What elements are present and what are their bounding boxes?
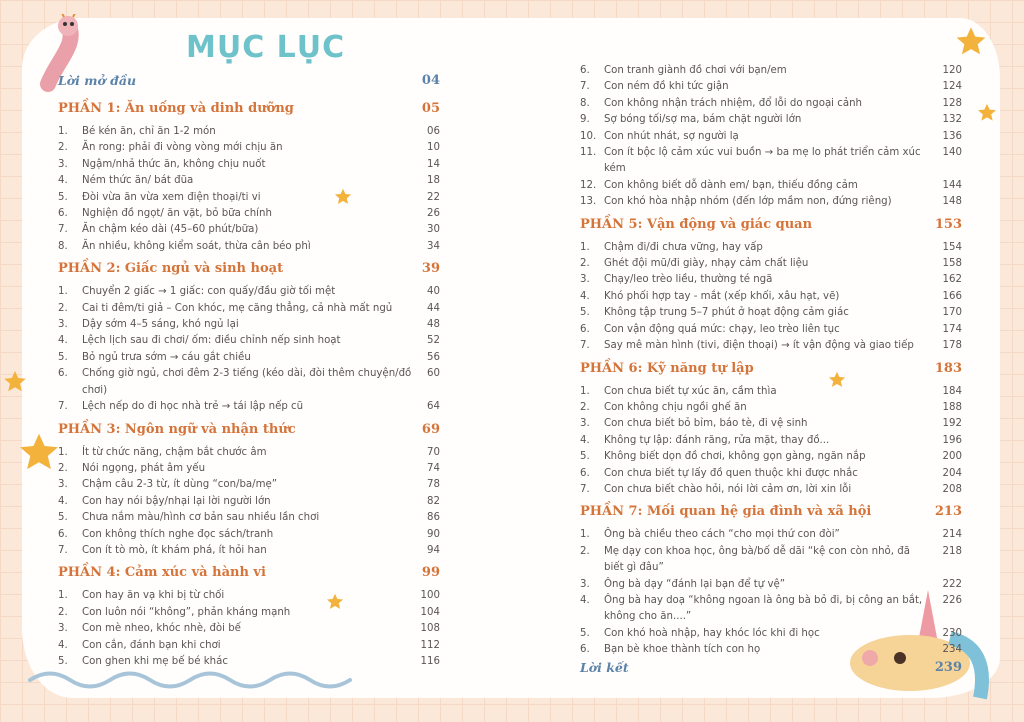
entry-title: PHẦN 5: Vận động và giác quan — [580, 216, 813, 232]
toc-entry[interactable] — [58, 301, 440, 317]
entry-number: 5. — [58, 351, 68, 363]
entry-title: Lệch lịch sau đi chơi/ ốm: điều chỉnh nếp sinh hoạt — [82, 335, 341, 347]
entry-number: 3. — [58, 479, 68, 491]
entry-title: Con khó hoà nhập, hay khóc lóc khi đi học — [604, 627, 820, 639]
star-icon — [3, 370, 27, 394]
entry-number: 6. — [580, 644, 590, 656]
entry-page-number: 48 — [427, 319, 440, 331]
toc-entry[interactable] — [580, 527, 962, 543]
toc-entry[interactable] — [58, 157, 440, 173]
entry-page-number: 154 — [942, 241, 962, 253]
toc-section-heading[interactable] — [58, 100, 440, 118]
entry-page-number: 144 — [942, 179, 962, 191]
entry-number: 3. — [58, 158, 68, 170]
entry-page-number: 34 — [427, 240, 440, 252]
entry-title: Con chưa biết tự lấy đồ quen thuộc khi được nhắc — [604, 467, 858, 479]
entry-title: Nói ngọng, phát âm yếu — [82, 462, 206, 474]
star-icon — [955, 26, 987, 58]
toc-entry[interactable] — [580, 96, 962, 112]
toc-entry[interactable] — [580, 626, 962, 642]
entry-page-number: 56 — [427, 351, 440, 363]
entry-number: 3. — [580, 578, 590, 590]
entry-title: Con nhút nhát, sợ người lạ — [604, 130, 739, 142]
entry-number: 1. — [580, 529, 590, 541]
entry-title: Con không chịu ngồi ghế ăn — [604, 401, 747, 413]
entry-page-number: 104 — [420, 606, 440, 618]
entry-title: Đòi vừa ăn vừa xem điện thoại/ti vi — [82, 191, 261, 203]
entry-page-number: 30 — [427, 224, 440, 236]
entry-page-number: 226 — [942, 594, 962, 606]
entry-number: 6. — [58, 528, 68, 540]
entry-page-number: 108 — [420, 623, 440, 635]
star-icon — [18, 432, 60, 474]
entry-number: 4. — [58, 639, 68, 651]
toc-entry[interactable] — [580, 112, 962, 128]
entry-title: PHẦN 2: Giấc ngủ và sinh hoạt — [58, 261, 284, 277]
entry-title: Không tự lập: đánh răng, rửa mặt, thay đồ... — [604, 434, 830, 446]
entry-number: 5. — [580, 307, 590, 319]
entry-number: 6. — [580, 65, 590, 76]
entry-page-number: 112 — [420, 639, 440, 651]
toc-entry[interactable] — [580, 384, 962, 400]
entry-number: 2. — [580, 401, 590, 413]
entry-number: 2. — [58, 462, 68, 474]
toc-entry[interactable] — [580, 240, 962, 256]
toc-entry[interactable] — [580, 322, 962, 338]
toc-entry[interactable] — [580, 544, 962, 577]
entry-number: 2. — [580, 545, 590, 557]
entry-title: Nghiện đồ ngọt/ ăn vặt, bỏ bữa chính — [82, 208, 272, 220]
entry-title: PHẦN 1: Ăn uống và dinh dưỡng — [58, 101, 294, 116]
toc-entry[interactable] — [58, 206, 440, 222]
entry-page-number: 218 — [942, 545, 962, 557]
entry-title: Ném thức ăn/ bát đũa — [82, 175, 194, 187]
star-icon — [977, 103, 997, 123]
toc-section-heading[interactable] — [58, 260, 440, 278]
toc-entry[interactable] — [58, 654, 440, 670]
entry-page-number: 82 — [427, 495, 440, 507]
entry-page-number: 234 — [942, 644, 962, 656]
toc-intro-entry[interactable] — [58, 72, 440, 95]
entry-number: 7. — [580, 340, 590, 352]
entry-title: Con cắn, đánh bạn khi chơi — [82, 639, 221, 651]
entry-page-number: 74 — [427, 462, 440, 474]
toc-entry[interactable] — [58, 239, 440, 255]
entry-title: Con hay nói bậy/nhại lại lời người lớn — [82, 495, 271, 507]
entry-number: 1. — [58, 446, 68, 458]
entry-title: Con ném đồ khi tức giận — [604, 81, 729, 93]
entry-page-number: 100 — [420, 590, 440, 602]
toc-entry[interactable] — [580, 289, 962, 305]
entry-page-number: 192 — [942, 418, 962, 430]
toc-entry[interactable] — [580, 416, 962, 432]
entry-page-number: 64 — [427, 401, 440, 413]
entry-page-number: 124 — [942, 81, 962, 93]
toc-entry[interactable] — [58, 333, 440, 349]
toc-entry[interactable] — [58, 445, 440, 461]
entry-title: Con chưa biết chào hỏi, nói lời cảm ơn, lời xin lỗi — [604, 483, 852, 495]
entry-number: 7. — [580, 483, 590, 495]
entry-title: Lệch nếp do đi học nhà trẻ → tái lập nếp cũ — [82, 401, 304, 413]
entry-number: 11. — [580, 147, 597, 159]
entry-page-number: 184 — [942, 385, 962, 397]
entry-title: Con ít bộc lộ cảm xúc vui buồn → ba mẹ lo phát triển cảm xúc kém — [604, 147, 921, 175]
entry-title: Dậy sớm 4–5 sáng, khó ngủ lại — [82, 319, 239, 331]
entry-page-number: 120 — [942, 65, 962, 76]
entry-page-number: 86 — [427, 512, 440, 524]
entry-title: Sợ bóng tối/sợ ma, bám chặt người lớn — [604, 114, 802, 126]
entry-title: Con không biết dỗ dành em/ bạn, thiếu đồng cảm — [604, 179, 858, 191]
toc-entry[interactable] — [58, 399, 440, 415]
entry-page-number: 60 — [427, 368, 440, 380]
entry-number: 10. — [580, 130, 597, 142]
toc-entry[interactable] — [58, 477, 440, 493]
toc-entry[interactable] — [58, 317, 440, 333]
toc-entry[interactable] — [58, 350, 440, 366]
entry-page-number: 18 — [427, 175, 440, 187]
entry-number: 4. — [58, 335, 68, 347]
entry-title: Chuyển 2 giấc → 1 giấc: con quấy/đầu giờ tối mệt — [82, 286, 336, 298]
entry-number: 1. — [58, 590, 68, 602]
entry-title: Con không thích nghe đọc sách/tranh — [82, 528, 274, 540]
toc-entry[interactable] — [58, 588, 440, 604]
entry-title: Ăn chậm kéo dài (45–60 phút/bữa) — [82, 224, 259, 236]
toc-section-heading[interactable] — [58, 421, 440, 439]
toc-entry[interactable] — [580, 272, 962, 288]
entry-title: Ăn rong: phải đi vòng vòng mới chịu ăn — [82, 142, 283, 154]
toc-entry[interactable] — [58, 140, 440, 156]
entry-number: 7. — [58, 544, 68, 556]
entry-title: Ăn nhiều, không kiểm soát, thừa cân béo phì — [82, 240, 311, 252]
toc-entry[interactable] — [58, 527, 440, 543]
toc-section-heading[interactable] — [580, 503, 962, 521]
toc-entry[interactable] — [580, 593, 962, 626]
entry-page-number: 170 — [942, 307, 962, 319]
entry-title: Chậm đi/đi chưa vững, hay vấp — [604, 241, 763, 253]
entry-page-number: 183 — [934, 360, 962, 376]
entry-title: PHẦN 4: Cảm xúc và hành vi — [58, 565, 266, 581]
entry-number: 1. — [580, 385, 590, 397]
entry-page-number: 40 — [427, 286, 440, 298]
entry-number: 1. — [58, 126, 68, 137]
toc-entry[interactable] — [58, 222, 440, 238]
entry-number: 5. — [580, 627, 590, 639]
entry-title: Con không nhận trách nhiệm, đổ lỗi do ngoại cảnh — [604, 97, 863, 109]
toc-entry[interactable] — [58, 543, 440, 559]
entry-page-number: 78 — [427, 479, 440, 491]
entry-title: Con tranh giành đồ chơi với bạn/em — [604, 65, 787, 76]
entry-page-number: 158 — [942, 258, 962, 270]
entry-title: Chậm câu 2-3 từ, ít dùng “con/ba/mẹ” — [82, 479, 278, 491]
entry-number: 3. — [580, 274, 590, 286]
entry-page-number: 14 — [427, 158, 440, 170]
entry-number: 6. — [580, 467, 590, 479]
entry-page-number: 44 — [427, 302, 440, 314]
entry-number: 3. — [58, 623, 68, 635]
page-title: MỤC LỤC — [186, 30, 346, 65]
entry-number: 7. — [58, 401, 68, 413]
entry-number: 6. — [58, 368, 68, 380]
toc-right-column — [580, 63, 962, 682]
entry-title: Chống giờ ngủ, chơi đêm 2-3 tiếng (kéo dài, đòi thêm chuyện/đồ chơi) — [82, 368, 412, 396]
toc-entry[interactable] — [580, 338, 962, 354]
entry-number: 2. — [58, 142, 68, 154]
entry-page-number: 04 — [421, 73, 440, 88]
entry-title: Con khó hòa nhập nhóm (đến lớp mầm non, đứng riêng) — [604, 196, 892, 208]
toc-entry[interactable] — [58, 461, 440, 477]
toc-entry[interactable] — [58, 494, 440, 510]
toc-entry[interactable] — [580, 129, 962, 145]
entry-number: 1. — [58, 286, 68, 298]
entry-title: PHẦN 3: Ngôn ngữ và nhận thức — [58, 421, 296, 437]
toc-entry[interactable] — [580, 145, 962, 178]
entry-title: Ít từ chức năng, chậm bắt chước âm — [82, 446, 267, 458]
entry-page-number: 166 — [942, 290, 962, 302]
entry-title: Ông bà hay doạ “không ngoan là ông bà bỏ đi, bị công an bắt, không cho ăn....” — [604, 594, 923, 623]
entry-page-number: 06 — [427, 126, 440, 137]
entry-page-number: 26 — [427, 208, 440, 220]
entry-title: Ông bà chiều theo cách “cho mọi thứ con đòi” — [604, 529, 840, 541]
entry-title: Không biết dọn đồ chơi, không gọn gàng, ngăn nắp — [604, 451, 866, 463]
toc-entry[interactable] — [580, 400, 962, 416]
toc-entry[interactable] — [580, 305, 962, 321]
toc-entry[interactable] — [580, 194, 962, 210]
entry-title: PHẦN 6: Kỹ năng tự lập — [580, 360, 754, 376]
toc-entry[interactable] — [58, 605, 440, 621]
toc-entry[interactable] — [58, 510, 440, 526]
entry-title: Con luôn nói “không”, phản kháng mạnh — [82, 606, 291, 618]
entry-page-number: 239 — [934, 659, 962, 675]
entry-page-number: 174 — [942, 323, 962, 335]
entry-number: 9. — [580, 114, 590, 126]
entry-title: Ông bà dạy “đánh lại bạn để tự vệ” — [604, 578, 786, 590]
entry-title: Con vận động quá mức: chạy, leo trèo liên tục — [604, 323, 840, 335]
toc-section-heading[interactable] — [58, 564, 440, 582]
toc-entry[interactable] — [58, 124, 440, 140]
entry-number: 8. — [58, 240, 68, 252]
toc-entry[interactable] — [580, 433, 962, 449]
toc-left-column — [58, 72, 440, 670]
entry-page-number: 116 — [420, 655, 440, 667]
toc-entry[interactable] — [580, 256, 962, 272]
entry-title: Mẹ dạy con khoa học, ông bà/bố dễ dãi “kệ con còn nhỏ, đã biết gì đâu” — [604, 545, 910, 574]
toc-entry[interactable] — [580, 466, 962, 482]
entry-number: 7. — [58, 224, 68, 236]
entry-page-number: 213 — [934, 504, 962, 520]
entry-title: Con ít tò mò, ít khám phá, ít hỏi han — [82, 544, 267, 556]
entry-number: 4. — [58, 175, 68, 187]
toc-entry[interactable] — [58, 366, 440, 399]
entry-title: Chạy/leo trèo liều, thường té ngã — [604, 274, 773, 286]
entry-title: Chưa nắm màu/hình cơ bản sau nhiều lần chơi — [82, 512, 320, 524]
entry-number: 3. — [580, 418, 590, 430]
entry-number: 7. — [580, 81, 590, 93]
entry-page-number: 204 — [942, 467, 962, 479]
entry-number: 13. — [580, 196, 597, 208]
entry-title: Không tập trung 5–7 phút ở hoạt động cảm giác — [604, 307, 849, 319]
entry-number: 6. — [580, 323, 590, 335]
toc-entry[interactable] — [580, 63, 962, 79]
toc-section-heading[interactable] — [580, 360, 962, 378]
toc-entry[interactable] — [580, 79, 962, 95]
entry-number: 5. — [58, 512, 68, 524]
entry-number: 8. — [580, 97, 590, 109]
toc-section-heading[interactable] — [580, 216, 962, 234]
entry-number: 3. — [58, 319, 68, 331]
entry-number: 5. — [580, 451, 590, 463]
entry-title: Lời kết — [580, 659, 629, 675]
entry-title: Khó phối hợp tay - mắt (xếp khối, xâu hạt, vẽ) — [604, 290, 840, 302]
entry-page-number: 162 — [942, 274, 962, 286]
entry-page-number: 10 — [427, 142, 440, 154]
entry-page-number: 90 — [427, 528, 440, 540]
toc-entry[interactable] — [58, 190, 440, 206]
entry-title: Bỏ ngủ trưa sớm → cáu gắt chiều — [82, 351, 251, 363]
entry-page-number: 94 — [427, 544, 440, 556]
entry-page-number: 188 — [942, 401, 962, 413]
toc-entry[interactable] — [58, 621, 440, 637]
entry-title: Con chưa biết bỏ bỉm, báo tè, đi vệ sinh — [604, 418, 808, 430]
entry-title: Ngậm/nhả thức ăn, không chịu nuốt — [82, 158, 266, 170]
entry-title: Cai ti đêm/ti giả – Con khóc, mẹ căng thẳng, cả nhà mất ngủ — [82, 302, 393, 314]
entry-page-number: 230 — [942, 627, 962, 639]
entry-number: 4. — [58, 495, 68, 507]
toc-entry[interactable] — [580, 577, 962, 593]
entry-page-number: 05 — [421, 101, 440, 116]
entry-page-number: 99 — [421, 565, 440, 581]
entry-page-number: 70 — [427, 446, 440, 458]
entry-title: Con ghen khi mẹ bế bé khác — [82, 655, 228, 667]
toc-entry[interactable] — [580, 642, 962, 658]
entry-title: Con hay ăn vạ khi bị từ chối — [82, 590, 225, 602]
toc-entry[interactable] — [580, 482, 962, 498]
entry-page-number: 178 — [942, 340, 962, 352]
entry-title: Lời mở đầu — [58, 73, 137, 88]
entry-number: 2. — [580, 258, 590, 270]
entry-number: 4. — [580, 290, 590, 302]
entry-title: Con mè nheo, khóc nhè, đòi bế — [82, 623, 241, 635]
entry-title: Con chưa biết tự xúc ăn, cầm thìa — [604, 385, 777, 397]
entry-page-number: 214 — [942, 529, 962, 541]
toc-intro-entry[interactable] — [580, 659, 962, 682]
entry-number: 4. — [580, 434, 590, 446]
entry-page-number: 153 — [934, 216, 962, 232]
entry-title: PHẦN 7: Mối quan hệ gia đình và xã hội — [580, 504, 872, 520]
entry-number: 5. — [58, 191, 68, 203]
entry-page-number: 39 — [421, 261, 440, 277]
entry-title: Ghét đội mũ/đi giày, nhạy cảm chất liệu — [604, 258, 809, 270]
toc-entry[interactable] — [580, 178, 962, 194]
toc-entry[interactable] — [58, 638, 440, 654]
entry-title: Say mê màn hình (tivi, điện thoại) → ít vận động và giao tiếp — [604, 340, 914, 352]
entry-page-number: 140 — [942, 147, 962, 159]
entry-number: 6. — [58, 208, 68, 220]
entry-title: Bé kén ăn, chỉ ăn 1-2 món — [82, 126, 216, 137]
entry-page-number: 69 — [421, 421, 440, 437]
entry-number: 2. — [58, 302, 68, 314]
entry-page-number: 200 — [942, 451, 962, 463]
toc-entry[interactable] — [580, 449, 962, 465]
entry-page-number: 132 — [942, 114, 962, 126]
toc-entry[interactable] — [58, 284, 440, 300]
entry-number: 4. — [580, 594, 590, 606]
toc-entry[interactable] — [58, 173, 440, 189]
entry-page-number: 148 — [942, 196, 962, 208]
entry-page-number: 136 — [942, 130, 962, 142]
entry-page-number: 222 — [942, 578, 962, 590]
entry-page-number: 22 — [427, 191, 440, 203]
entry-page-number: 52 — [427, 335, 440, 347]
entry-number: 2. — [58, 606, 68, 618]
entry-page-number: 128 — [942, 97, 962, 109]
entry-number: 1. — [580, 241, 590, 253]
entry-page-number: 208 — [942, 483, 962, 495]
entry-title: Bạn bè khoe thành tích con họ — [604, 644, 761, 656]
entry-number: 12. — [580, 179, 597, 191]
entry-number: 5. — [58, 655, 68, 667]
entry-page-number: 196 — [942, 434, 962, 446]
